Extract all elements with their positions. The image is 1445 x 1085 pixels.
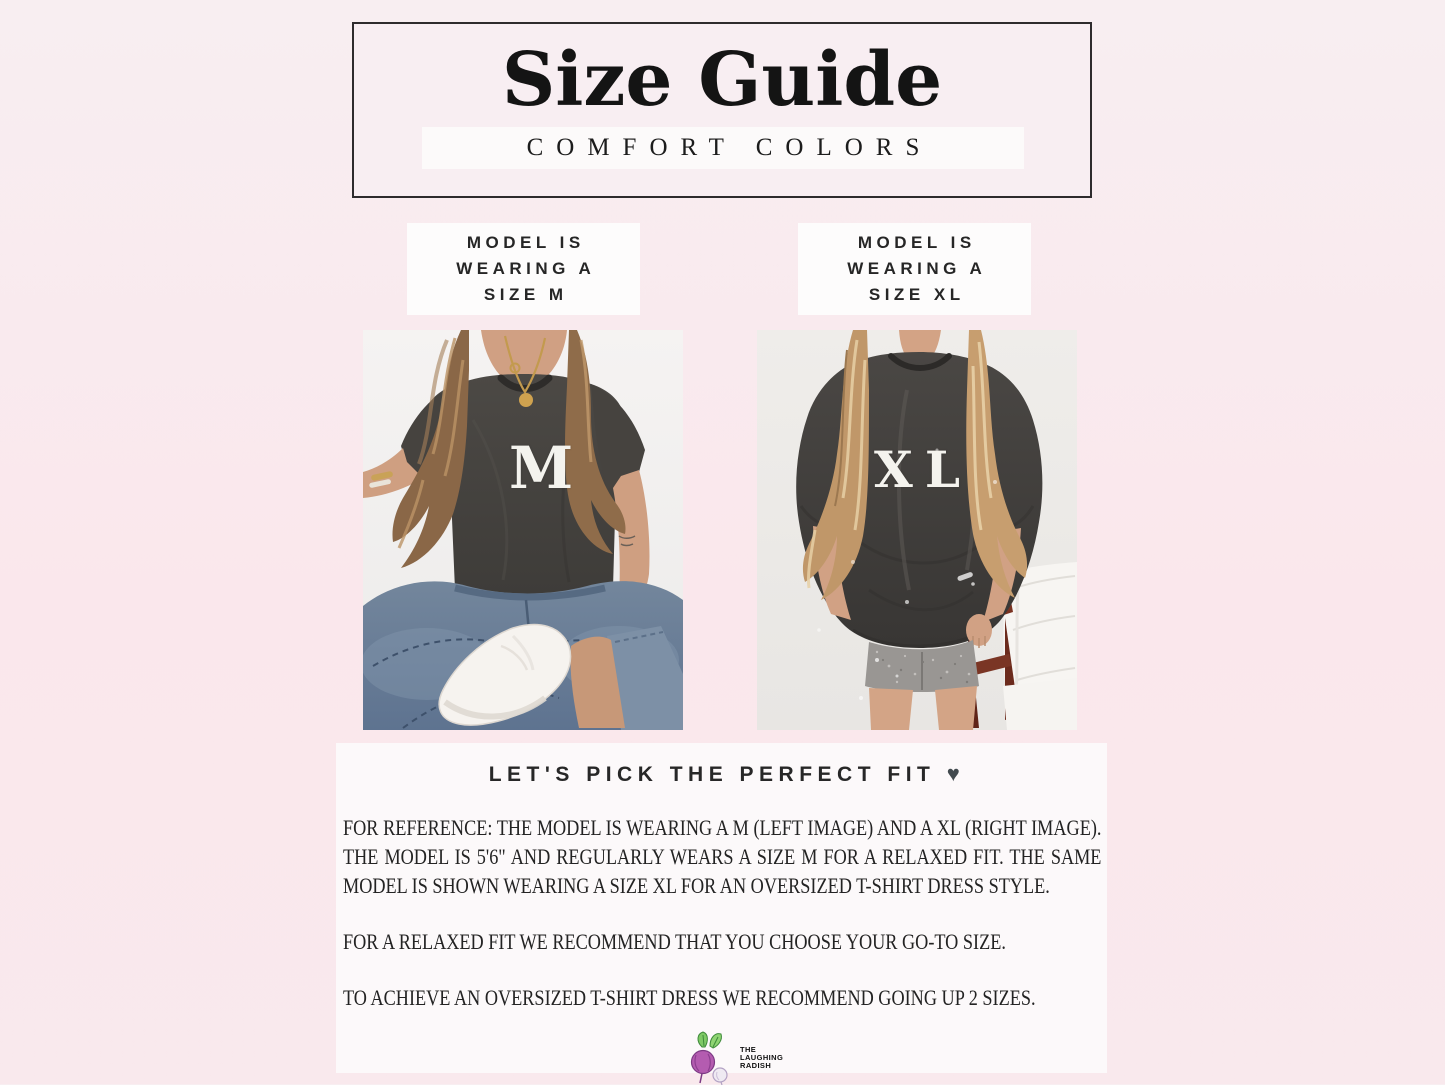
model-label-line: WEARING A	[847, 259, 987, 278]
model-label-size-xl	[798, 223, 1031, 315]
brand-name-line: RADISH	[740, 1061, 772, 1070]
model-m-illustration	[363, 330, 683, 730]
model-photo-size-m	[363, 330, 683, 730]
fit-paragraph-relaxed: FOR A RELAXED FIT WE RECOMMEND THAT YOU CHOOSE YOUR GO-TO SIZE.	[343, 929, 1006, 954]
size-xl-print: XL	[874, 440, 972, 499]
fit-guide-body	[343, 813, 1101, 1012]
model-label-size-m	[407, 223, 640, 315]
model-photo-size-xl	[757, 330, 1077, 730]
fit-paragraph-reference: FOR REFERENCE: THE MODEL IS WEARING A M (LEFT IMAGE) AND A XL (RIGHT IMAGE). THE MODEL IS 5'6" AND REGULARLY WEARS A SIZE M FOR A RELAXED FIT. THE SAME MODEL IS SHOWN WEARING A SIZE XL FOR AN OVERSIZED T-SHIRT DRESS STYLE.	[343, 815, 1102, 898]
radish-small-bulb	[713, 1068, 727, 1085]
radish-bulb	[692, 1051, 715, 1084]
brand-name-line: THE	[740, 1045, 757, 1054]
size-m-print: M	[509, 434, 574, 502]
floor-linens	[1003, 678, 1077, 730]
fit-guide-panel	[336, 743, 1107, 1073]
fit-paragraph-oversized: TO ACHIEVE AN OVERSIZED T-SHIRT DRESS WE RECOMMEND GOING UP 2 SIZES.	[343, 985, 1036, 1010]
radish-leaves	[698, 1032, 721, 1048]
model-label-line: MODEL IS	[857, 233, 976, 252]
fit-guide-heading	[336, 743, 1107, 787]
fit-heading-text: LET'S PICK THE PERFECT FIT	[488, 763, 936, 786]
header-box	[352, 22, 1092, 198]
model-label-line: SIZE XL	[868, 285, 965, 304]
radish-icon	[688, 1031, 738, 1085]
brand-name-line: LAUGHING	[740, 1053, 784, 1062]
brand-name	[740, 1046, 783, 1070]
model-label-line: WEARING A	[456, 259, 596, 278]
subtitle-strip	[422, 127, 1024, 169]
model-label-line: MODEL IS	[466, 233, 585, 252]
brand-subtitle: COMFORT COLORS	[526, 134, 933, 161]
heart-icon: ♥	[946, 761, 960, 786]
page-title: Size Guide	[501, 37, 943, 123]
model-xl-illustration	[757, 330, 1077, 730]
model-label-line: SIZE M	[483, 285, 568, 304]
brand-logo	[688, 1031, 783, 1085]
